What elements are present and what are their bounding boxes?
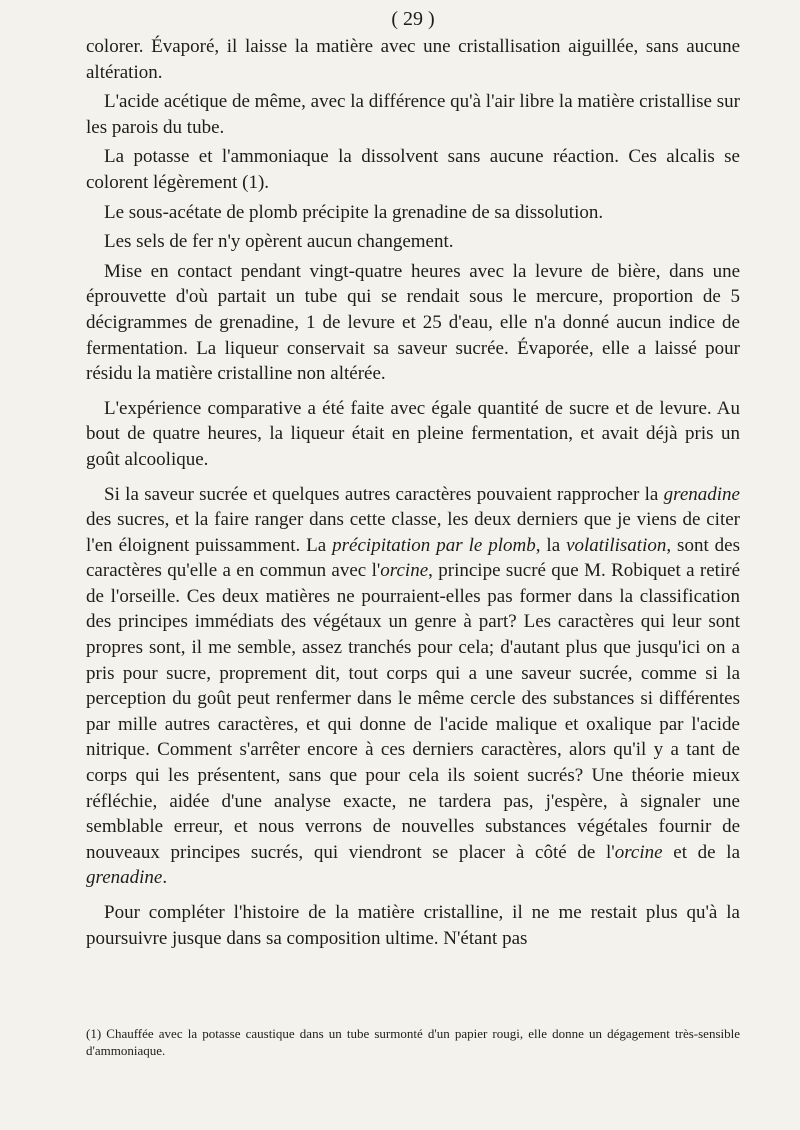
- paragraph-3: [86, 144, 740, 195]
- paragraph-9: [86, 900, 740, 951]
- text-run: L'acide acétique de même, avec la différence qu'à l'air libre la matière cristallise sur les parois du tube.: [86, 91, 740, 138]
- paragraph-2: [86, 89, 740, 140]
- text-run: et de la: [662, 841, 740, 863]
- text-run: colorer. Évaporé, il laisse la matière avec une cristallisation aiguillée, sans aucune altération.: [86, 36, 740, 83]
- text-run: , sont des caractères qu'elle a en commun avec l': [86, 534, 740, 582]
- paragraph-4: [86, 200, 740, 226]
- footnote-1: (1) Chauffée avec la potasse caustique dans un tube surmonté d'un papier rougi, elle donne un dégagement très-sensible d'ammoniaque.: [86, 1026, 740, 1058]
- paragraph-7: [86, 396, 740, 473]
- text-run: des sucres, et la faire ranger dans cette classe, les deux derniers que je viens de citer l'en éloignent puissamment. La: [86, 509, 740, 556]
- paragraph-6: [86, 259, 740, 387]
- text-run: Mise en contact pendant vingt-quatre heures avec la levure de bière, dans une éprouvette d'où partait un tube qui se rendait sous le mercure, proportion de 5 décigrammes de grenadine, 1 de levure et 25 d'eau, elle n'a donné aucun indice de fermentation. La liqueur conservait sa saveur sucrée. Évaporée, elle a laissé pour résidu la matière cristalline non altérée.: [86, 260, 740, 385]
- paragraph-1: [86, 34, 740, 85]
- italic-run: grenadine: [663, 483, 740, 505]
- text-run: L'expérience comparative a été faite avec égale quantité de sucre et de levure. Au bout de quatre heures, la liqueur était en pleine fermentation, et avait déjà pris un goût alcoolique.: [86, 397, 740, 470]
- footnotes: [86, 1025, 740, 1059]
- body-text: [86, 34, 740, 951]
- italic-run: orcine: [380, 560, 429, 582]
- text-run: La potasse et l'ammoniaque la dissolvent sans aucune réaction. Ces alcalis se colorent légèrement (1).: [86, 146, 740, 193]
- paragraph-5: [86, 229, 740, 255]
- paragraph-8: [86, 482, 740, 892]
- text-run: , la: [535, 534, 567, 556]
- text-run: , principe sucré que M. Robiquet a retiré de l'orseille. Ces deux matières ne pourraient-elles pas former dans la classification des principes immédiats des végétaux un genre à part? Les caractères qui leur sont propres sont, il me semble, assez tranchés pour cela; d'autant plus que jusqu'ici on a pris pour sucre, proprement dit, tout corps qui a une saveur sucrée, comme si la perception du goût peut renfermer dans le même cercle des substances si différentes par mille autres caractères, et qui donne de l'acide malique et oxalique par l'acide nitrique. Comment s'arrêter encore à ces derniers caractères, alors qu'il y a tant de corps qui les présentent, sans que pour cela ils soient sucrés? Une théorie mieux réfléchie, aidée d'une analyse exacte, ne tardera pas, j'espère, à signaler une semblable erreur, et nous verrons de nouvelles substances végétales fournir de nouveaux principes sucrés, qui viendront se placer à côté de l': [86, 560, 740, 863]
- text-run: Le sous-acétate de plomb précipite la grenadine de sa dissolution.: [104, 201, 604, 223]
- italic-run: volatilisation: [566, 534, 667, 556]
- page-number: ( 29 ): [391, 8, 435, 30]
- text-run: Si la saveur sucrée et quelques autres caractères pouvaient rapprocher la: [104, 483, 664, 505]
- text-run: Pour compléter l'histoire de la matière cristalline, il ne me restait plus qu'à la poursuivre jusque dans sa composition ultime. N'étant pas: [86, 902, 740, 949]
- text-run: Les sels de fer n'y opèrent aucun changement.: [104, 231, 454, 253]
- text-run: .: [162, 867, 168, 889]
- italic-run: orcine: [614, 841, 663, 863]
- italic-run: précipitation par le plomb: [332, 534, 536, 556]
- italic-run: grenadine: [86, 867, 163, 889]
